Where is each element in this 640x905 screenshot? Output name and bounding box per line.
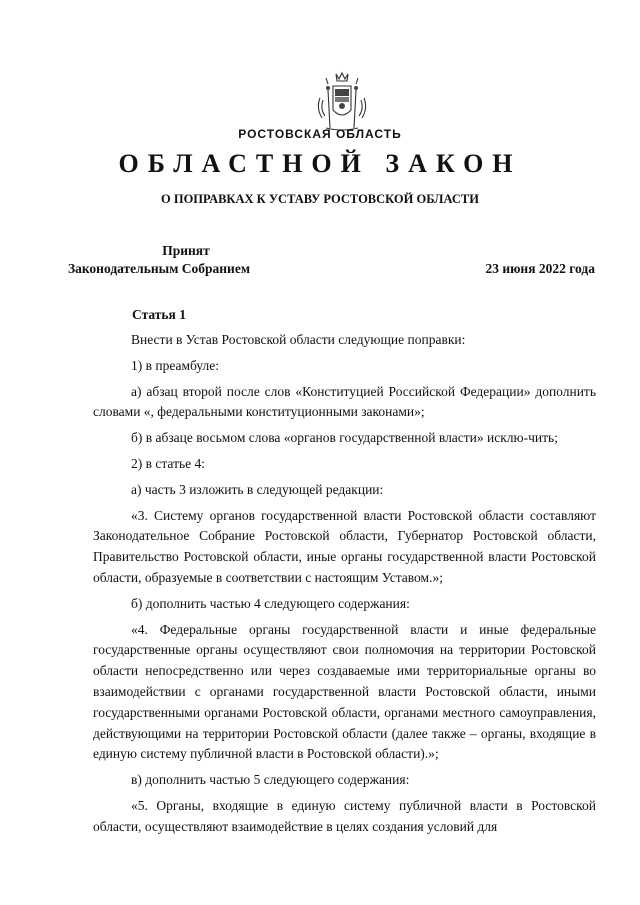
article-body [93, 330, 596, 843]
adoption-date: 23 июня 2022 года [485, 261, 595, 276]
paragraph: «5. Органы, входящие в единую систему публичной власти в Ростовской области, осуществляют взаимодействие в целях создания условий для [93, 797, 596, 834]
law-title: ОБЛАСТНОЙ ЗАКОН [118, 149, 522, 178]
adoption-line1: Принят [162, 243, 210, 258]
region-name: РОСТОВСКАЯ ОБЛАСТЬ [238, 127, 402, 141]
paragraph: «3. Систему органов государственной власти Ростовской области составляют Законодательное Собрание Ростовской области, Губернатор Ростовской области, Правительство Ростовской области, иные органы государственной власти Ростовской области, образуемые в соответствии с настоящим Уставом.»; [93, 507, 596, 585]
adoption-line2: Законодательным Собранием [67, 261, 251, 276]
paragraph: б) дополнить частью 4 следующего содержания: [131, 595, 410, 611]
paragraph: б) в абзаце восьмом слова «органов государственной власти» исклю-чить; [131, 430, 558, 446]
paragraph: а) часть 3 изложить в следующей редакции: [131, 481, 384, 497]
law-subtitle: О ПОПРАВКАХ К УСТАВУ РОСТОВСКОЙ ОБЛАСТИ [161, 192, 479, 206]
paragraph: «4. Федеральные органы государственной власти и иные федеральные государственные органы осуществляют свои полномочия на территории Ростовской области непосредственно или через создаваемые ими территориальные органы во взаимодействии с органами государственной власти Ростовской области, иными государственными органами Ростовской области, органами местного самоуправления, действующими на территории Ростовской области (далее также – органы, входящие в единую систему публичной власти в Ростовской области).»; [93, 621, 596, 762]
coat-of-arms-emblem [314, 70, 370, 132]
paragraph: а) абзац второй после слов «Конституцией Российской Федерации» дополнить словами «, федеральными конституционными законами»; [93, 383, 596, 420]
article-heading: Статья 1 [132, 307, 186, 322]
paragraph: 2) в статье 4: [131, 455, 205, 471]
paragraph: Внести в Устав Ростовской области следующие поправки: [131, 332, 466, 347]
paragraph: в) дополнить частью 5 следующего содержания: [131, 772, 410, 788]
paragraph: 1) в преамбуле: [131, 357, 220, 373]
adoption-block [0, 242, 318, 278]
